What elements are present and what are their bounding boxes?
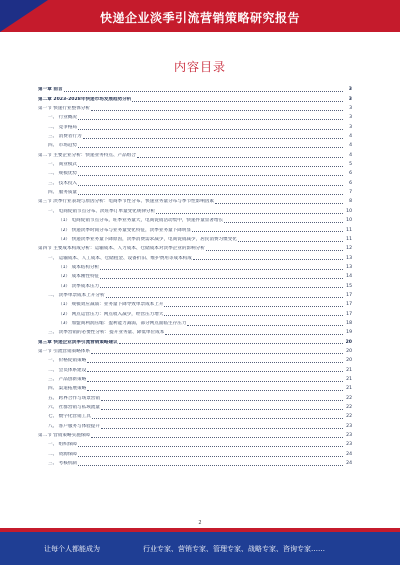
toc-leader-dots [165,334,343,335]
toc-entry[interactable] [38,252,352,261]
toc-entry[interactable] [38,458,352,467]
toc-leader-dots [78,194,343,195]
toc-entry-label: 六、 社群营销与私域流量 [48,405,100,411]
toc-entry-label: （1） 规模效应减弱：业务量下降导致单票成本上升 [58,302,164,308]
toc-entry-label: （1） 电商促销节点分布，旺季业务量大，电商促销活动集中，快递件量显著增长 [58,218,224,224]
toc-entry-label: 第四节 主要成本构成分析：运输成本、人力成本、仓储成本对淡季企业的影响分析 [38,246,205,252]
toc-leader-dots [164,315,343,316]
footer-slogan: 让每个人都能成为 [44,545,100,553]
toc-leader-dots [78,465,343,466]
toc-entry[interactable] [38,420,352,429]
toc-leader-dots [100,269,343,270]
toc-leader-dots [91,353,343,354]
toc-entry-page: 4 [349,152,352,158]
toc-entry[interactable] [38,364,352,373]
toc-entry-page: 13 [346,264,352,270]
toc-entry-label: （2） 网点运营压力：网点收入减少，经营压力增大 [58,311,164,317]
toc-entry-page: 8 [349,199,352,205]
toc-entry-page: 23 [346,442,352,448]
toc-entry-page: 17 [346,292,352,298]
toc-leader-dots [78,175,343,176]
toc-entry[interactable] [38,149,352,158]
toc-entry-page: 24 [346,451,352,457]
toc-entry-label: 四、 市场趋势 [48,143,78,149]
toc-entry-label: 四、 服务质量 [48,190,78,196]
toc-entry-page: 3 [349,106,352,112]
toc-chapter-entry[interactable] [38,336,352,345]
toc-entry-page: 20 [345,339,352,345]
toc-entry-label: 四、 渠道拓展策略 [48,386,87,392]
toc-entry-label: 一、 商业模式 [48,162,78,168]
toc-entry-label: （2） 快递淡季时间分布与业务量变化特征，淡季业务量下降明显 [58,227,192,233]
toc-leader-dots [119,343,343,344]
toc-entry[interactable] [38,392,352,401]
toc-leader-dots [100,278,343,279]
toc-entry[interactable] [38,177,352,186]
toc-entry-page: 20 [346,348,352,354]
toc-leader-dots [101,409,343,410]
footer-services: 行业专家、营销专家、管理专家、战略专家、咨询专家…… [143,545,325,553]
report-title: 快递企业淡季引流营销策略研究报告 [99,11,300,25]
toc-leader-dots [100,287,343,288]
toc-entry[interactable] [38,290,352,299]
toc-entry-page: 6 [349,171,352,177]
toc-entry-page: 21 [346,367,352,373]
toc-leader-dots [106,297,343,298]
toc-entry-label: 一、 价格促销策略 [48,358,87,364]
toc-entry-page: 22 [346,414,352,420]
toc-entry-label: 三、 产品创新策略 [48,377,87,382]
toc-entry-page: 24 [346,461,352,467]
toc-entry-label: （3） 快递淡季业务量下降原因，淡季消费需求减少，电商促销减少，居民消费习惯变化 [58,236,237,242]
toc-entry[interactable] [38,327,352,336]
toc-entry-page: 12 [346,246,352,252]
toc-entry[interactable] [38,448,352,457]
toc-entry[interactable] [38,430,352,439]
toc-leader-dots [87,381,343,382]
toc-entry-label: 二、 会员体系建设 [48,367,87,373]
toc-entry[interactable] [38,243,352,252]
toc-entry-label: 一、 电商促销节点分布、淡旺季订单量变化规律分析 [48,208,156,214]
toc-leader-dots [238,241,343,242]
toc-entry-label: 第二节 营销策略实施保障 [38,433,90,439]
toc-entry-label: （3） 淡季成本压力 [58,283,100,289]
toc-leader-dots [193,259,343,260]
toc-entry-page: 3 [348,96,352,102]
toc-entry[interactable] [38,112,352,121]
toc-leader-dots [137,157,343,158]
toc-entry-page: 15 [346,283,352,289]
table-of-contents [38,84,352,518]
toc-entry-page: 7 [349,190,352,196]
toc-entry-page: 18 [346,320,352,326]
toc-entry[interactable] [38,411,352,420]
toc-entry-page: 17 [346,302,352,308]
toc-leader-dots [87,371,343,372]
toc-leader-dots [101,428,343,429]
toc-entry-page: 3 [349,124,352,130]
toc-entry-page: 5 [349,162,352,168]
toc-leader-dots [78,129,343,130]
toc-entry[interactable] [38,439,352,448]
toc-leader-dots [215,203,343,204]
report-footer [0,528,400,565]
toc-entry-label: 二、 淡季单票成本上升分析 [48,292,105,298]
toc-leader-dots [224,222,343,223]
toc-leader-dots [83,138,343,139]
toc-entry-page: 22 [346,395,352,401]
toc-entry[interactable] [38,262,352,271]
footer-red-strip [0,528,400,532]
toc-entry-label: 一、 行业概况 [48,115,78,121]
toc-entry-label: 二、 竞争格局 [48,124,78,130]
toc-entry-label: 第三节 淡季行业表现与原因分析：电商季节性分布、快递业务量分布与季节性影响因素 [38,199,215,205]
toc-leader-dots [101,400,343,401]
toc-entry-page: 11 [346,227,352,233]
toc-entry[interactable] [38,234,352,243]
toc-entry[interactable] [38,215,352,224]
toc-entry-label: 八、 客户服务与体验提升 [48,423,100,429]
toc-entry-page: 21 [346,377,352,382]
toc-entry[interactable] [38,346,352,355]
toc-entry-label: 三、 淡季营销的必要性分析：提升业务量、降低单位成本 [48,330,165,336]
toc-entry-label: 三、 技术投入 [48,180,78,186]
toc-entry-label: 第二章 2023-2028年快递市场发展趋势分析 [38,96,132,102]
toc-leader-dots [64,91,343,92]
toc-leader-dots [192,231,343,232]
toc-entry-label: 五、 跨界合作与场景营销 [48,395,100,401]
toc-entry-page: 4 [349,134,352,140]
toc-entry-label: 二、 规模优势 [48,171,78,177]
toc-entry[interactable] [38,355,352,364]
toc-entry[interactable] [38,374,352,383]
toc-entry-page: 23 [346,433,352,439]
toc-entry-label: （1） 成本结构分析 [58,264,100,270]
toc-entry[interactable] [38,308,352,317]
toc-entry-label: 第三章 快递企业淡季引流营销策略建议 [38,339,118,345]
toc-entry-label: 第一章 前言 [38,87,63,93]
toc-entry-label: 第一节 快递行业整体分析 [38,106,90,112]
toc-entry-page: 11 [346,236,352,242]
toc-entry-label: 三、 消费者行为 [48,134,82,140]
toc-entry-page: 10 [346,218,352,224]
toc-leader-dots [78,119,343,120]
toc-entry-label: 第二节 主要企业分析：快递业务特点、产品组合 [38,152,136,158]
toc-entry-page: 20 [346,358,352,364]
toc-entry-page: 3 [349,115,352,121]
toc-entry-page: 10 [346,208,352,214]
report-header [0,0,400,32]
toc-entry-page: 17 [346,311,352,317]
toc-chapter-entry[interactable] [38,84,352,93]
toc-leader-dots [78,147,343,148]
toc-entry[interactable] [38,205,352,214]
toc-leader-dots [187,325,343,326]
toc-entry-label: 一、 运输成本、人工成本、仓储租金、设备折旧、维护费用等成本构成 [48,255,192,261]
toc-entry-page: 14 [346,274,352,280]
toc-entry[interactable] [38,402,352,411]
toc-leader-dots [132,101,343,102]
toc-entry-label: （2） 成本刚性特征 [58,274,100,280]
toc-entry-label: 三、 考核机制 [48,461,78,467]
toc-entry[interactable] [38,140,352,149]
toc-leader-dots [78,166,343,167]
toc-entry[interactable] [38,299,352,308]
toc-entry-page: 6 [349,180,352,186]
toc-entry[interactable] [38,131,352,140]
toc-leader-dots [87,362,343,363]
toc-entry[interactable] [38,121,352,130]
toc-leader-dots [92,418,343,419]
toc-entry-page: 4 [349,143,352,149]
toc-leader-dots [87,390,343,391]
toc-entry-page: 3 [348,87,352,93]
toc-leader-dots [78,456,343,457]
toc-leader-dots [164,306,343,307]
toc-leader-dots [78,185,343,186]
toc-entry[interactable] [38,224,352,233]
toc-leader-dots [91,110,343,111]
toc-entry[interactable] [38,383,352,392]
toc-entry-label: 七、 数字化营销工具 [48,414,91,420]
toc-entry[interactable] [38,103,352,112]
toc-entry-page: 22 [346,405,352,411]
toc-leader-dots [78,446,343,447]
toc-chapter-entry[interactable] [38,93,352,102]
toc-entry-label: 二、 资源保障 [48,451,78,457]
toc-leader-dots [156,213,343,214]
toc-entry[interactable] [38,196,352,205]
toc-entry-page: 19 [346,330,352,336]
toc-entry[interactable] [38,187,352,196]
toc-entry-label: （3） 加盟商利润压缩：盈利能力减弱，部分网点面临生存压力 [58,320,187,326]
toc-leader-dots [206,250,343,251]
toc-entry-page: 13 [346,255,352,261]
toc-entry[interactable] [38,159,352,168]
toc-heading: 内容目录 [173,60,226,74]
toc-entry-page: 23 [346,423,352,429]
toc-entry[interactable] [38,280,352,289]
page-number: 2 [198,520,202,526]
toc-entry-label: 第一节 引流营销策略体系 [38,348,90,354]
toc-leader-dots [91,437,343,438]
toc-entry[interactable] [38,271,352,280]
toc-entry[interactable] [38,318,352,327]
toc-entry[interactable] [38,168,352,177]
toc-entry-page: 21 [346,386,352,392]
toc-entry-label: 一、 组织保障 [48,442,78,448]
